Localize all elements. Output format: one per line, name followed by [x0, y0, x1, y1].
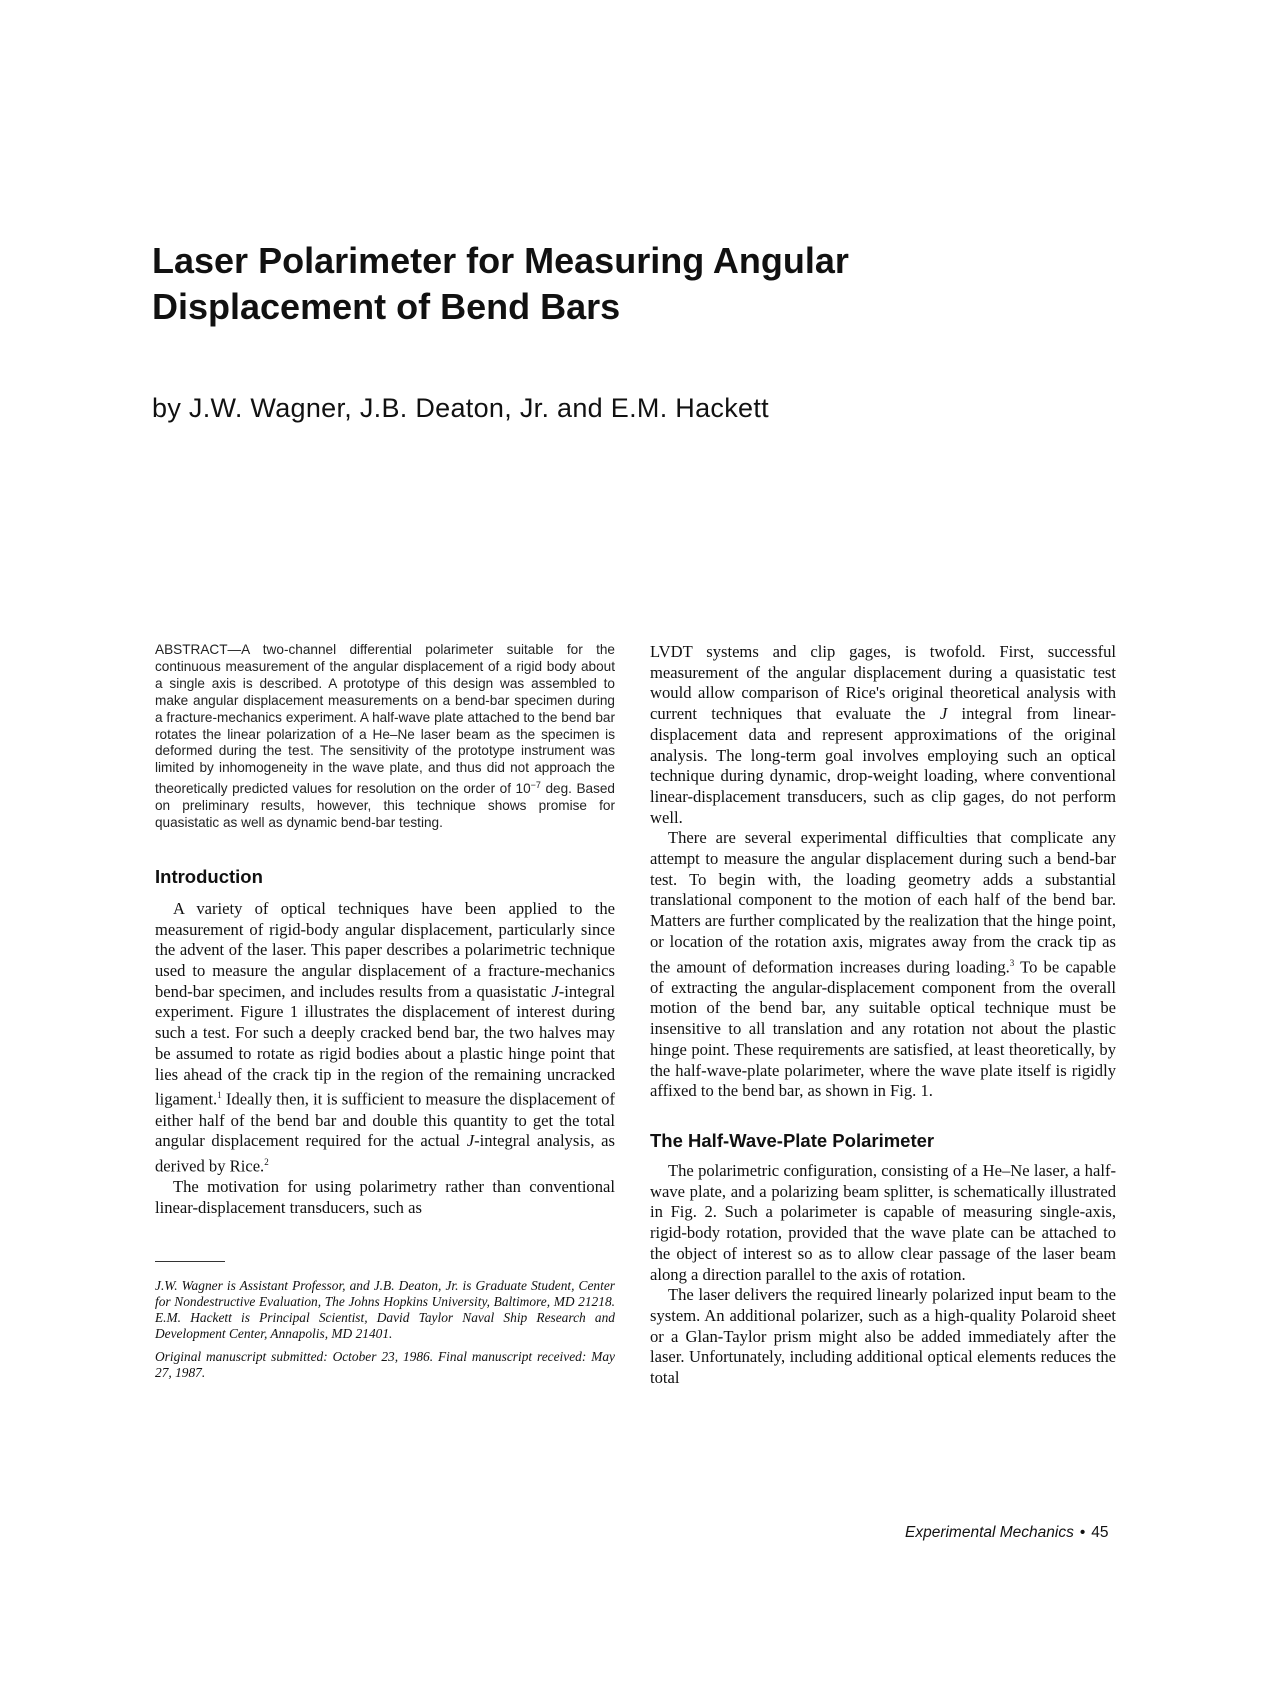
intro-p2-j-symbol: J: [939, 704, 948, 724]
abstract-text-b: deg. Based on preliminary results, however, this technique shows promise for quasistatic as well as dynamic bend-bar testing.: [155, 781, 615, 831]
half-wave-paragraph-2: The laser delivers the required linearly polarized input beam to the system. An additional polarizer, such as a high-quality Polaroid sheet or a Glan-Taylor prism might also be added immediately after the laser. Unfortunately, including additional optical elements reduces the total: [650, 1285, 1116, 1388]
intro-p3-text-a: There are several experimental difficulties that complicate any attempt to measure the angular displacement during such a bend-bar test. To begin with, the loading geometry adds a substantial translational component to the motion of each half of the bend bar. Matters are further complicated by the realization that the hinge point, or location of the rotation axis, migrates away from the crack tip as the amount of deformation increases during loading.: [650, 828, 1116, 977]
footnote-affiliations: J.W. Wagner is Assistant Professor, and J.B. Deaton, Jr. is Graduate Student, Center for Nondestructive Evaluation, The Johns Hopkins University, Baltimore, MD 21218. E.M. Hackett is Principal Scientist, David Taylor Naval Ship Research and Development Center, Annapolis, MD 21401.: [155, 1277, 615, 1341]
page-footer: [905, 1524, 1155, 1542]
left-column: [155, 642, 615, 1381]
article-title: [152, 238, 952, 330]
journal-name: Experimental Mechanics: [905, 1524, 1074, 1541]
footnote-manuscript-dates: Original manuscript submitted: October 23, 1986. Final manuscript received: May 27, 1987.: [155, 1348, 615, 1380]
intro-p2-text-a: LVDT systems and clip gages, is twofold. First, successful measurement of the angular displacement during a quasistatic test would allow comparison of Rice's original theoretical analysis with current techniques that evaluate the: [650, 642, 1116, 724]
intro-p1-text-d: -integral analysis, as derived by Rice.: [155, 1131, 615, 1176]
half-wave-plate-heading: The Half-Wave-Plate Polarimeter: [650, 1130, 935, 1151]
title-line-2: Displacement of Bend Bars: [152, 286, 621, 327]
page-number: 45: [1091, 1524, 1109, 1541]
intro-p2-text-b: integral from linear-displacement data and represent approximations of the original analysis. The long-term goal involves employing such an optical technique during dynamic, drop-weight loading, where conventional linear-displacement transducers, such as clip gages, do not perform well.: [650, 704, 1116, 827]
footer-bullet: •: [1079, 1524, 1086, 1541]
introduction-heading: Introduction: [155, 865, 263, 887]
reference-1: 1: [217, 1090, 222, 1101]
abstract: [155, 642, 615, 832]
author-byline: by J.W. Wagner, J.B. Deaton, Jr. and E.M. Hackett: [152, 393, 769, 423]
intro-p1-j-symbol-2: J: [466, 1131, 475, 1151]
intro-paragraph-2-continued: [650, 642, 1116, 828]
abstract-exponent: −7: [530, 780, 541, 791]
intro-p1-text-c: Ideally then, it is sufficient to measure the displacement of either half of the bend bar and double this quantity to get the total angular displacement required for the actual: [155, 1089, 615, 1151]
intro-paragraph-1: [155, 899, 615, 1177]
intro-p1-text-a: A variety of optical techniques have been applied to the measurement of rigid-body angular displacement, particularly since the advent of the laser. This paper describes a polarimetric technique used to measure the angular displacement of a fracture-mechanics bend-bar specimen, and includes results from a quasistatic: [155, 898, 615, 1001]
intro-p1-text-b: -integral experiment. Figure 1 illustrates the displacement of interest during such a test. For such a deeply cracked bend bar, the two halves may be assumed to rotate as rigid bodies about a plastic hinge point that lies ahead of the crack tip in the region of the remaining uncracked ligament.: [155, 981, 615, 1109]
half-wave-paragraph-1: The polarimetric configuration, consisting of a He–Ne laser, a half-wave plate, and a polarizing beam splitter, is schematically illustrated in Fig. 2. Such a polarimeter is capable of measuring single-axis, rigid-body rotation, provided that the wave plate can be attached to the object of interest so as to allow clear passage of the laser beam along a direction parallel to the axis of rotation.: [650, 1161, 1116, 1284]
intro-p3-text-b: To be capable of extracting the angular-displacement component from the overall motion of the bend bar, any suitable optical technique must be insensitive to all translation and any rotation not about the plastic hinge point. These requirements are satisfied, at least theoretically, by the half-wave-plate polarimeter, where the wave plate itself is rigidly affixed to the bend bar, as shown in Fig. 1.: [650, 957, 1116, 1101]
right-column: [650, 642, 1116, 1389]
intro-p1-j-symbol: J: [551, 981, 559, 1001]
intro-paragraph-2-start: The motivation for using polarimetry rather than conventional linear-displacement transducers, such as: [155, 1177, 615, 1217]
abstract-text-a: ABSTRACT—A two-channel differential polarimeter suitable for the continuous measurement of the angular displacement of a rigid body about a single axis is described. A prototype of this design was assembled to make angular displacement measurements on a bend-bar specimen during a fracture-mechanics experiment. A half-wave plate attached to the bend bar rotates the linear polarization of a He–Ne laser beam as the specimen is deformed during the test. The sensitivity of the prototype instrument was limited by inhomogeneity in the wave plate, and thus did not approach the theoretically predicted values for resolution on the order of 10: [155, 642, 615, 797]
title-line-1: Laser Polarimeter for Measuring Angular: [152, 240, 849, 281]
reference-2: 2: [264, 1156, 269, 1167]
intro-paragraph-3: [650, 828, 1116, 1102]
reference-3: 3: [1009, 957, 1015, 968]
footnote-rule: [155, 1261, 225, 1262]
